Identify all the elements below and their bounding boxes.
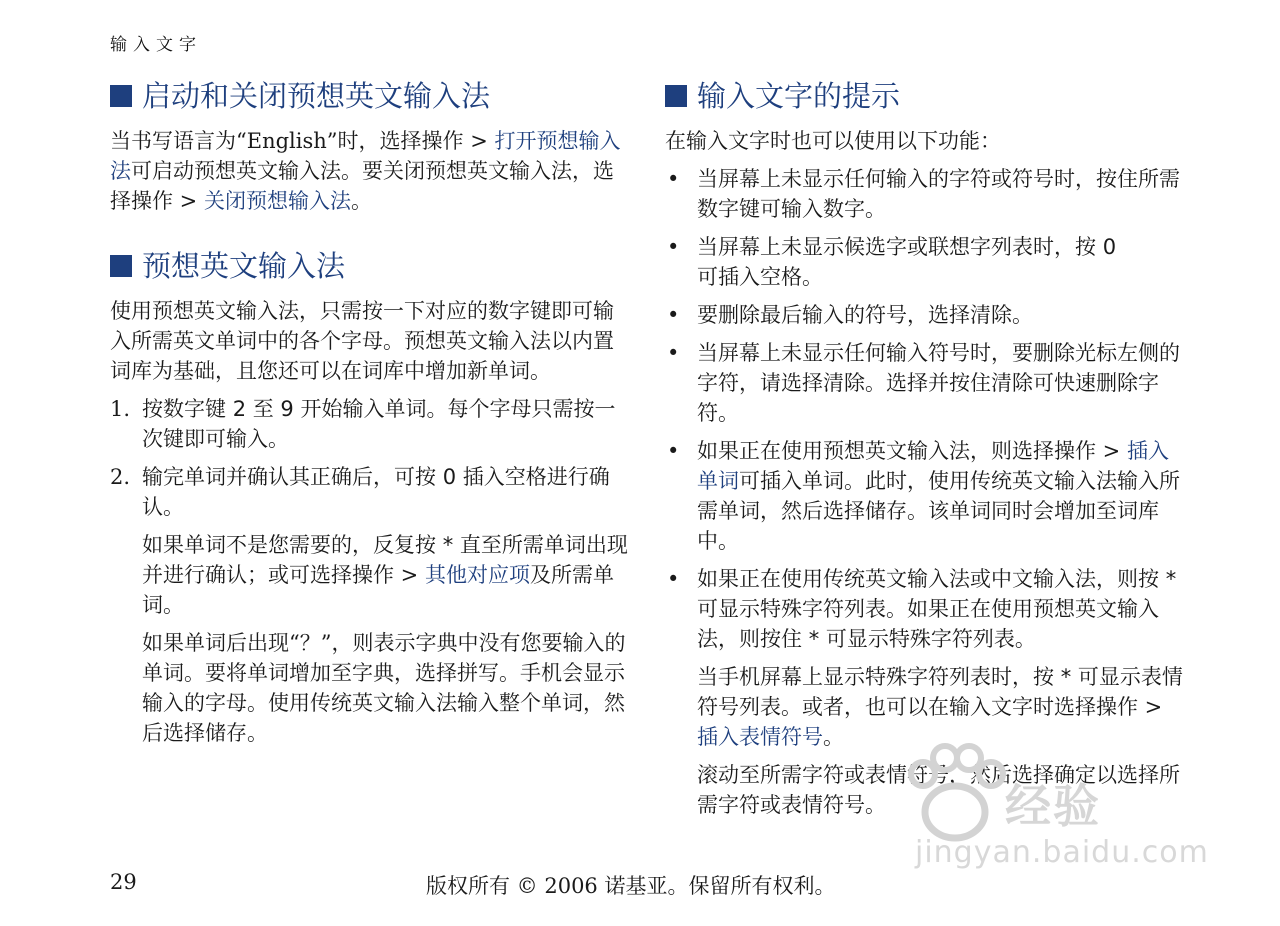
text-run: 直至所需单词出现并进行确认；或可选择	[142, 533, 628, 587]
menu-separator: >	[394, 563, 425, 587]
key-label: *	[1165, 567, 1177, 591]
menu-term-options: 操作	[1054, 439, 1096, 463]
bullet-icon: •	[667, 567, 680, 591]
key-label: 0	[1102, 235, 1117, 259]
text-run: 如果正在使用传统英文输入法或中文输入法，则按	[697, 567, 1166, 591]
text-run: 当屏幕上未显示候选字或联想字列表时，按	[697, 235, 1103, 259]
menu-term-save: 储存	[865, 499, 907, 523]
menu-term-options: 操作	[131, 189, 173, 213]
text-run: 开始输入单词。每个字母只需按一次键即可输入。	[142, 397, 616, 451]
text-run: 可启动预想英文输入法。要关闭预想英文输入法，选择	[110, 159, 614, 213]
section-title-predictive	[110, 246, 630, 286]
menu-separator: >	[463, 129, 495, 153]
step-number: 2.	[110, 465, 131, 489]
menu-term-clear: 清除	[823, 371, 865, 395]
tip-item	[665, 436, 1187, 556]
menu-term-insert-smiley: 插入表情符号	[697, 725, 823, 749]
section-title-predictive-toggle	[110, 76, 630, 116]
text-run: 。	[1012, 303, 1033, 327]
text-run: 可插入单词。此时，使用传统英文输入法输入所需单词，然后选择	[697, 469, 1180, 523]
step-2	[110, 462, 630, 522]
bullet-icon: •	[667, 341, 680, 365]
tip-item	[665, 300, 1187, 330]
key-label: *	[442, 533, 454, 557]
text-run: 及所需单词。	[142, 563, 614, 617]
menu-separator: >	[1096, 439, 1127, 463]
bullet-icon: •	[667, 439, 680, 463]
section-title-text: 启动和关闭预想英文输入法	[142, 79, 491, 113]
paragraph-predictive-toggle	[110, 126, 630, 216]
tip-subparagraph: 滚动至所需字符或表情符号，然后选择确定以选择所需字符或表情符号。	[697, 763, 1180, 817]
text-run: 可显示表情符号列表。或者，也可以在输入文字时选择	[697, 665, 1183, 719]
note-spell	[110, 628, 630, 748]
text-run: 。选择并按住	[865, 371, 991, 395]
text-run: 当手机屏幕上显示特殊字符列表时，按	[697, 665, 1061, 689]
text-run: 可插入空格。	[697, 265, 823, 289]
text-run: 可显示特殊字符列表。如果正在使用预想英文输入法，则按住	[697, 597, 1159, 651]
key-label: 0	[442, 465, 457, 489]
text-run: 。	[247, 721, 268, 745]
tip-subparagraph	[665, 662, 1187, 752]
text-run: 要删除最后输入的符号，选择	[697, 303, 970, 327]
text-run: 插入空格进行确认。	[142, 465, 610, 519]
text-run: 。该单词同时会增加至词库中。	[697, 499, 1159, 553]
text-run: 如果单词后出现“？”，则表示字典中没有您要输入的单词。要将单词增加至字典，选择	[142, 631, 626, 685]
menu-term-save: 储存	[205, 721, 247, 745]
tip-item	[665, 164, 1187, 224]
text-run: 按数字键	[142, 397, 233, 421]
text-run: 。手机会显示输入的字母。使用传统英文输入法输入整个单词，然后选择	[142, 661, 625, 745]
square-bullet-icon	[110, 255, 132, 277]
tip-item	[665, 564, 1187, 654]
text-run: 。	[823, 725, 844, 749]
step-number: 1.	[110, 397, 131, 421]
text-run: 可快速删除字符。	[697, 371, 1159, 425]
text-run: 当屏幕上未显示任何输入符号时，要删除光标左侧的字符，请选择	[697, 341, 1180, 395]
menu-term-clear: 清除	[970, 303, 1012, 327]
menu-term-options: 操作	[1096, 695, 1138, 719]
bullet-icon: •	[667, 235, 680, 259]
paragraph-tips-intro: 在输入文字时也可以使用以下功能：	[665, 129, 1001, 153]
key-label: 2	[232, 397, 247, 421]
text-run: 如果单词不是您需要的，反复按	[142, 533, 443, 557]
menu-separator: >	[173, 189, 204, 213]
menu-term-options: 操作	[352, 563, 394, 587]
menu-term-other-matches: 其他对应项	[424, 563, 530, 587]
menu-term-insert-word: 插入单词	[697, 439, 1169, 493]
running-header: 输入文字	[110, 35, 202, 55]
menu-separator: >	[1138, 695, 1163, 719]
watermark-text: 经验	[1005, 779, 1101, 833]
key-label: 9	[280, 397, 294, 421]
menu-term-spell: 拼写	[457, 661, 499, 685]
copyright-notice: 版权所有 © 2006 诺基亚。保留所有权利。	[426, 874, 836, 898]
menu-term-clear: 清除	[991, 371, 1033, 395]
text-run: 。	[350, 189, 372, 213]
section-title-text: 输入文字的提示	[697, 79, 901, 113]
step-1	[110, 394, 630, 454]
section-title-text: 预想英文输入法	[142, 249, 346, 283]
key-label: *	[1060, 665, 1072, 689]
bullet-icon: •	[667, 167, 680, 191]
paragraph-predictive-intro: 使用预想英文输入法，只需按一下对应的数字键即可输入所需英文单词中的各个字母。预想英文输入法以内置词库为基础，且您还可以在词库中增加新单词。	[110, 299, 614, 383]
text-run: 当屏幕上未显示任何输入的字符或符号时，按住所需数字键可输入数字。	[697, 167, 1180, 221]
text-run: 至	[246, 397, 281, 421]
note-other-matches	[110, 530, 630, 620]
menu-term-predictive-on: 打开预想输入法	[110, 129, 621, 183]
key-label: *	[808, 627, 820, 651]
text-run: 如果正在使用预想英文输入法，则选择	[697, 439, 1054, 463]
bullet-icon: •	[667, 303, 680, 327]
right-column	[665, 76, 1187, 820]
watermark-url: jingyan.baidu.com	[915, 835, 1209, 870]
section-title-tips	[665, 76, 1187, 116]
tip-item	[665, 338, 1187, 428]
text-run: 输完单词并确认其正确后，可按	[142, 465, 443, 489]
text-run: 当书写语言为“English”时，选择	[110, 129, 422, 153]
menu-term-options: 操作	[421, 129, 464, 153]
menu-term-predictive-off: 关闭预想输入法	[203, 189, 351, 213]
tip-item	[665, 232, 1187, 292]
square-bullet-icon	[665, 85, 687, 107]
square-bullet-icon	[110, 85, 132, 107]
page-number: 29	[110, 870, 137, 894]
left-column	[110, 76, 630, 748]
text-run: 可显示特殊字符列表。	[819, 627, 1036, 651]
